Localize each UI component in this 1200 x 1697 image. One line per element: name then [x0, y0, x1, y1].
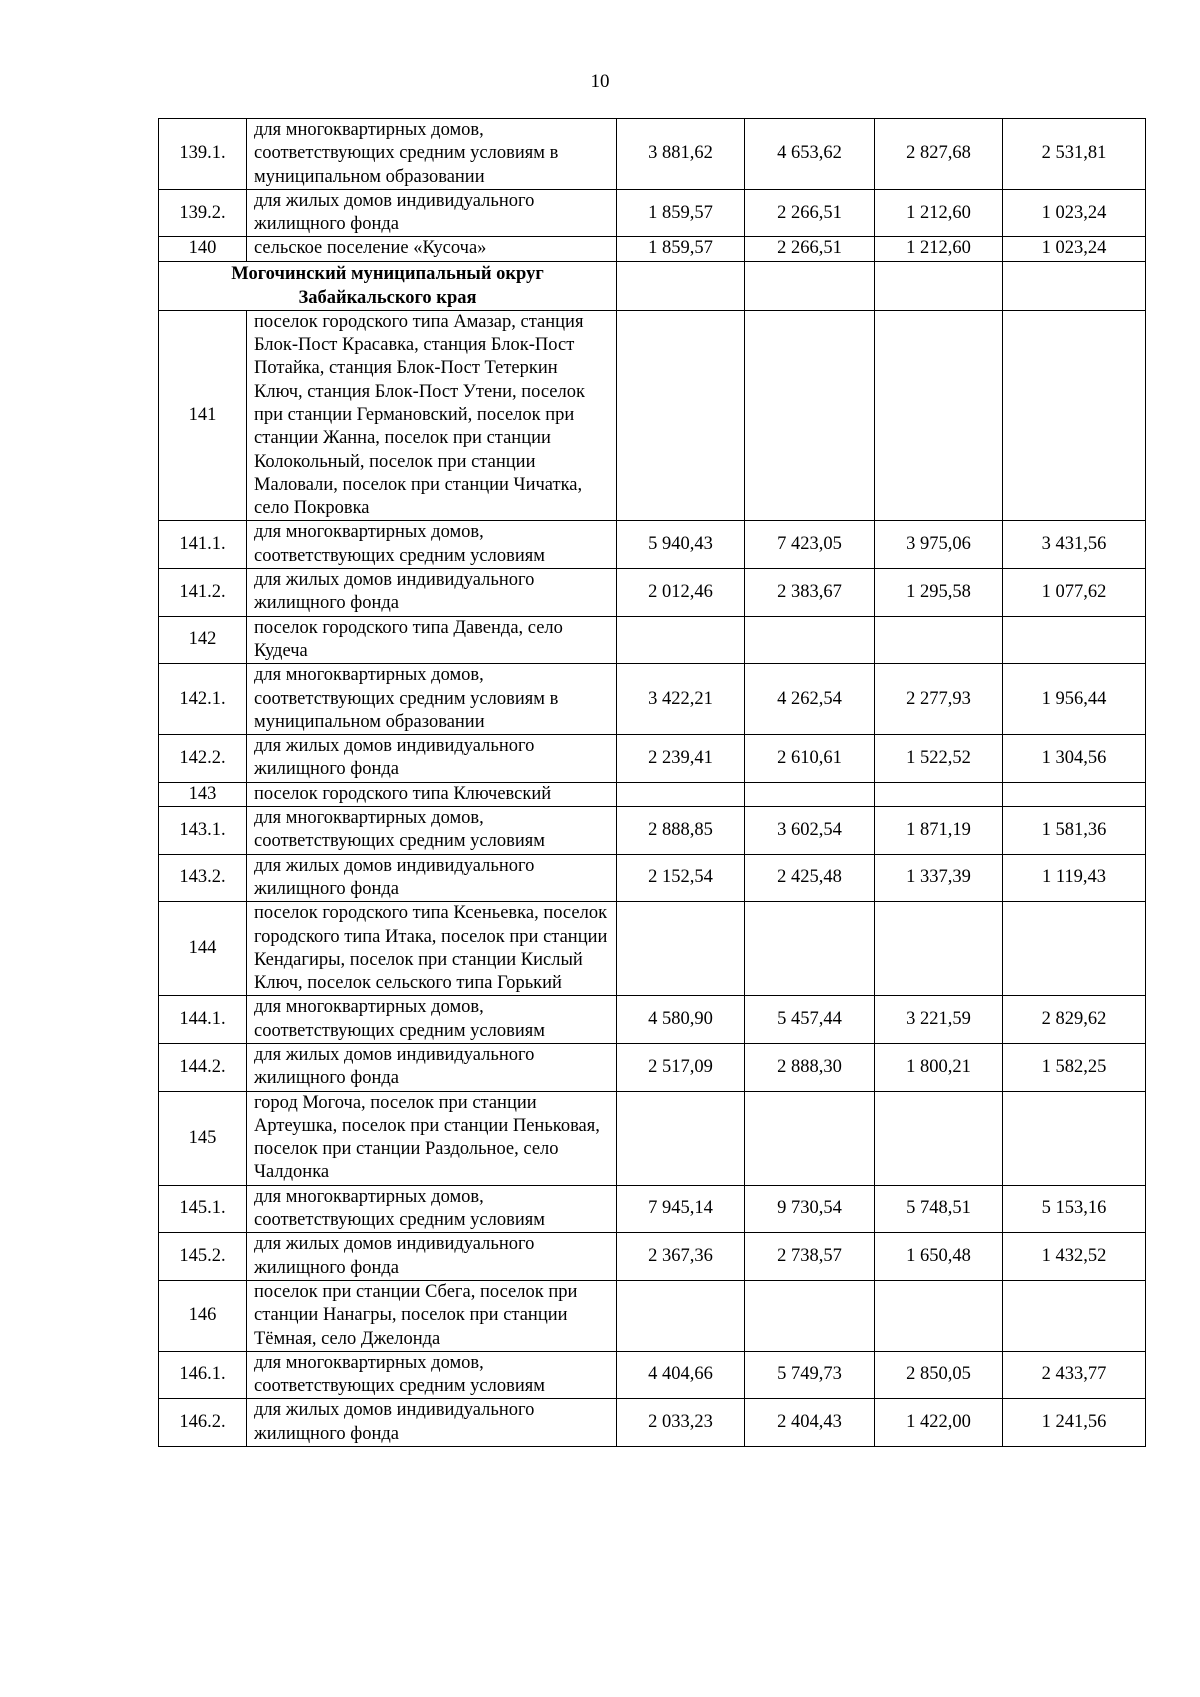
row-description: для жилых домов индивидуального жилищного фонда — [247, 1233, 617, 1281]
value-cell-4 — [1003, 1280, 1146, 1351]
value-cell-1 — [617, 902, 745, 996]
value-cell-4 — [1003, 616, 1146, 664]
value-cell-2: 2 888,30 — [745, 1043, 875, 1091]
row-description: для многоквартирных домов, соответствующих средним условиям — [247, 521, 617, 569]
table-row — [159, 1351, 1146, 1399]
table-row — [159, 1043, 1146, 1091]
row-description: город Могоча, поселок при станции Артеушка, поселок при станции Пеньковая, поселок при станции Раздольное, село Чалдонка — [247, 1091, 617, 1185]
row-number: 143 — [159, 782, 247, 806]
table-row — [159, 996, 1146, 1044]
value-cell-3: 2 827,68 — [875, 119, 1003, 190]
value-cell-2: 2 266,51 — [745, 237, 875, 261]
value-cell-4 — [1003, 1091, 1146, 1185]
row-number: 146.2. — [159, 1399, 247, 1447]
value-cell-3: 1 212,60 — [875, 189, 1003, 237]
value-cell-3: 1 295,58 — [875, 569, 1003, 617]
value-cell-4: 1 582,25 — [1003, 1043, 1146, 1091]
empty-cell — [617, 261, 745, 310]
value-cell-2: 3 602,54 — [745, 807, 875, 855]
value-cell-3: 1 212,60 — [875, 237, 1003, 261]
value-cell-1: 1 859,57 — [617, 189, 745, 237]
value-cell-3 — [875, 782, 1003, 806]
value-cell-1 — [617, 1280, 745, 1351]
value-cell-2: 2 383,67 — [745, 569, 875, 617]
section-row — [159, 261, 1146, 310]
value-cell-1: 5 940,43 — [617, 521, 745, 569]
row-number: 142.1. — [159, 664, 247, 735]
value-cell-4 — [1003, 310, 1146, 521]
value-cell-4: 2 433,77 — [1003, 1351, 1146, 1399]
row-number: 142.2. — [159, 735, 247, 783]
table-row — [159, 902, 1146, 996]
value-cell-2 — [745, 902, 875, 996]
value-cell-4: 1 077,62 — [1003, 569, 1146, 617]
table-row — [159, 569, 1146, 617]
value-cell-1: 3 422,21 — [617, 664, 745, 735]
row-description: для многоквартирных домов, соответствующих средним условиям — [247, 996, 617, 1044]
value-cell-3: 2 850,05 — [875, 1351, 1003, 1399]
value-cell-2: 5 457,44 — [745, 996, 875, 1044]
value-cell-3: 5 748,51 — [875, 1185, 1003, 1233]
value-cell-1 — [617, 616, 745, 664]
row-number: 144.1. — [159, 996, 247, 1044]
value-cell-3: 1 800,21 — [875, 1043, 1003, 1091]
row-description: сельское поселение «Кусоча» — [247, 237, 617, 261]
value-cell-4: 1 023,24 — [1003, 189, 1146, 237]
tariff-table — [158, 118, 1146, 1447]
row-description: для жилых домов индивидуального жилищного фонда — [247, 1399, 617, 1447]
value-cell-3: 2 277,93 — [875, 664, 1003, 735]
value-cell-1: 2 033,23 — [617, 1399, 745, 1447]
value-cell-1 — [617, 782, 745, 806]
value-cell-3 — [875, 1091, 1003, 1185]
row-number: 141.1. — [159, 521, 247, 569]
value-cell-2: 2 266,51 — [745, 189, 875, 237]
row-description: для жилых домов индивидуального жилищного фонда — [247, 1043, 617, 1091]
value-cell-3: 3 221,59 — [875, 996, 1003, 1044]
table-row — [159, 1280, 1146, 1351]
row-description: поселок городского типа Давенда, село Кудеча — [247, 616, 617, 664]
value-cell-2: 9 730,54 — [745, 1185, 875, 1233]
row-number: 141.2. — [159, 569, 247, 617]
value-cell-2 — [745, 1091, 875, 1185]
table-row — [159, 1185, 1146, 1233]
value-cell-2 — [745, 782, 875, 806]
table-row — [159, 735, 1146, 783]
table-row — [159, 807, 1146, 855]
value-cell-4: 1 304,56 — [1003, 735, 1146, 783]
table-row — [159, 1091, 1146, 1185]
value-cell-4: 1 241,56 — [1003, 1399, 1146, 1447]
value-cell-4: 2 829,62 — [1003, 996, 1146, 1044]
value-cell-2: 4 653,62 — [745, 119, 875, 190]
value-cell-3 — [875, 310, 1003, 521]
row-number: 144 — [159, 902, 247, 996]
row-number: 143.2. — [159, 854, 247, 902]
value-cell-3 — [875, 1280, 1003, 1351]
value-cell-4: 1 581,36 — [1003, 807, 1146, 855]
value-cell-4: 1 119,43 — [1003, 854, 1146, 902]
row-description: для жилых домов индивидуального жилищного фонда — [247, 569, 617, 617]
value-cell-4 — [1003, 782, 1146, 806]
empty-cell — [875, 261, 1003, 310]
value-cell-1: 7 945,14 — [617, 1185, 745, 1233]
value-cell-4 — [1003, 902, 1146, 996]
row-number: 140 — [159, 237, 247, 261]
value-cell-2 — [745, 616, 875, 664]
row-number: 146 — [159, 1280, 247, 1351]
value-cell-4: 1 956,44 — [1003, 664, 1146, 735]
value-cell-2: 2 738,57 — [745, 1233, 875, 1281]
table-row — [159, 1399, 1146, 1447]
table-row — [159, 664, 1146, 735]
value-cell-2: 2 425,48 — [745, 854, 875, 902]
value-cell-1 — [617, 1091, 745, 1185]
row-description: поселок городского типа Ключевский — [247, 782, 617, 806]
row-number: 143.1. — [159, 807, 247, 855]
tariff-table-body — [159, 119, 1146, 1447]
value-cell-2: 2 610,61 — [745, 735, 875, 783]
value-cell-2 — [745, 1280, 875, 1351]
row-number: 139.2. — [159, 189, 247, 237]
value-cell-3: 1 650,48 — [875, 1233, 1003, 1281]
value-cell-3: 1 871,19 — [875, 807, 1003, 855]
value-cell-1: 4 404,66 — [617, 1351, 745, 1399]
value-cell-1: 2 012,46 — [617, 569, 745, 617]
value-cell-3: 3 975,06 — [875, 521, 1003, 569]
page-number: 10 — [590, 71, 610, 92]
value-cell-3: 1 337,39 — [875, 854, 1003, 902]
value-cell-2 — [745, 310, 875, 521]
value-cell-4: 2 531,81 — [1003, 119, 1146, 190]
table-row — [159, 119, 1146, 190]
value-cell-2: 4 262,54 — [745, 664, 875, 735]
table-row — [159, 616, 1146, 664]
value-cell-3: 1 522,52 — [875, 735, 1003, 783]
row-description: для жилых домов индивидуального жилищного фонда — [247, 735, 617, 783]
value-cell-1: 1 859,57 — [617, 237, 745, 261]
value-cell-1: 4 580,90 — [617, 996, 745, 1044]
value-cell-2: 2 404,43 — [745, 1399, 875, 1447]
table-row — [159, 310, 1146, 521]
row-number: 146.1. — [159, 1351, 247, 1399]
row-description: для жилых домов индивидуального жилищного фонда — [247, 854, 617, 902]
row-number: 144.2. — [159, 1043, 247, 1091]
value-cell-4: 1 432,52 — [1003, 1233, 1146, 1281]
row-description: поселок городского типа Амазар, станция Блок-Пост Красавка, станция Блок-Пост Потайка, станция Блок-Пост Тетеркин Ключ, станция Блок-Пост Утени, поселок при станции Германовский, поселок при станции Жанна, поселок при станции Колокольный, поселок при станции Маловали, поселок при станции Чичатка, село Покровка — [247, 310, 617, 521]
value-cell-1: 2 888,85 — [617, 807, 745, 855]
table-row — [159, 189, 1146, 237]
row-description: поселок при станции Сбега, поселок при станции Нанагры, поселок при станции Тёмная, село Джелонда — [247, 1280, 617, 1351]
value-cell-1: 2 239,41 — [617, 735, 745, 783]
value-cell-4: 1 023,24 — [1003, 237, 1146, 261]
table-row — [159, 521, 1146, 569]
row-description: для многоквартирных домов, соответствующих средним условиям — [247, 1351, 617, 1399]
row-number: 145 — [159, 1091, 247, 1185]
table-row — [159, 237, 1146, 261]
value-cell-3 — [875, 902, 1003, 996]
row-description: для многоквартирных домов, соответствующих средним условиям в муниципальном образовании — [247, 119, 617, 190]
table-row — [159, 854, 1146, 902]
value-cell-1: 2 152,54 — [617, 854, 745, 902]
row-description: для многоквартирных домов, соответствующих средним условиям — [247, 1185, 617, 1233]
value-cell-3: 1 422,00 — [875, 1399, 1003, 1447]
empty-cell — [745, 261, 875, 310]
table-row — [159, 782, 1146, 806]
row-number: 142 — [159, 616, 247, 664]
value-cell-3 — [875, 616, 1003, 664]
row-description: для многоквартирных домов, соответствующих средним условиям — [247, 807, 617, 855]
value-cell-1: 2 367,36 — [617, 1233, 745, 1281]
section-title: Могочинский муниципальный округ Забайкальского края — [159, 261, 617, 310]
value-cell-4: 5 153,16 — [1003, 1185, 1146, 1233]
value-cell-1: 3 881,62 — [617, 119, 745, 190]
row-number: 145.1. — [159, 1185, 247, 1233]
value-cell-2: 7 423,05 — [745, 521, 875, 569]
table-row — [159, 1233, 1146, 1281]
row-number: 145.2. — [159, 1233, 247, 1281]
row-number: 141 — [159, 310, 247, 521]
value-cell-1: 2 517,09 — [617, 1043, 745, 1091]
row-description: поселок городского типа Ксеньевка, поселок городского типа Итака, поселок при станции Кендагиры, поселок при станции Кислый Ключ, поселок сельского типа Горький — [247, 902, 617, 996]
value-cell-1 — [617, 310, 745, 521]
row-description: для многоквартирных домов, соответствующих средним условиям в муниципальном образовании — [247, 664, 617, 735]
value-cell-2: 5 749,73 — [745, 1351, 875, 1399]
empty-cell — [1003, 261, 1146, 310]
value-cell-4: 3 431,56 — [1003, 521, 1146, 569]
row-number: 139.1. — [159, 119, 247, 190]
row-description: для жилых домов индивидуального жилищного фонда — [247, 189, 617, 237]
